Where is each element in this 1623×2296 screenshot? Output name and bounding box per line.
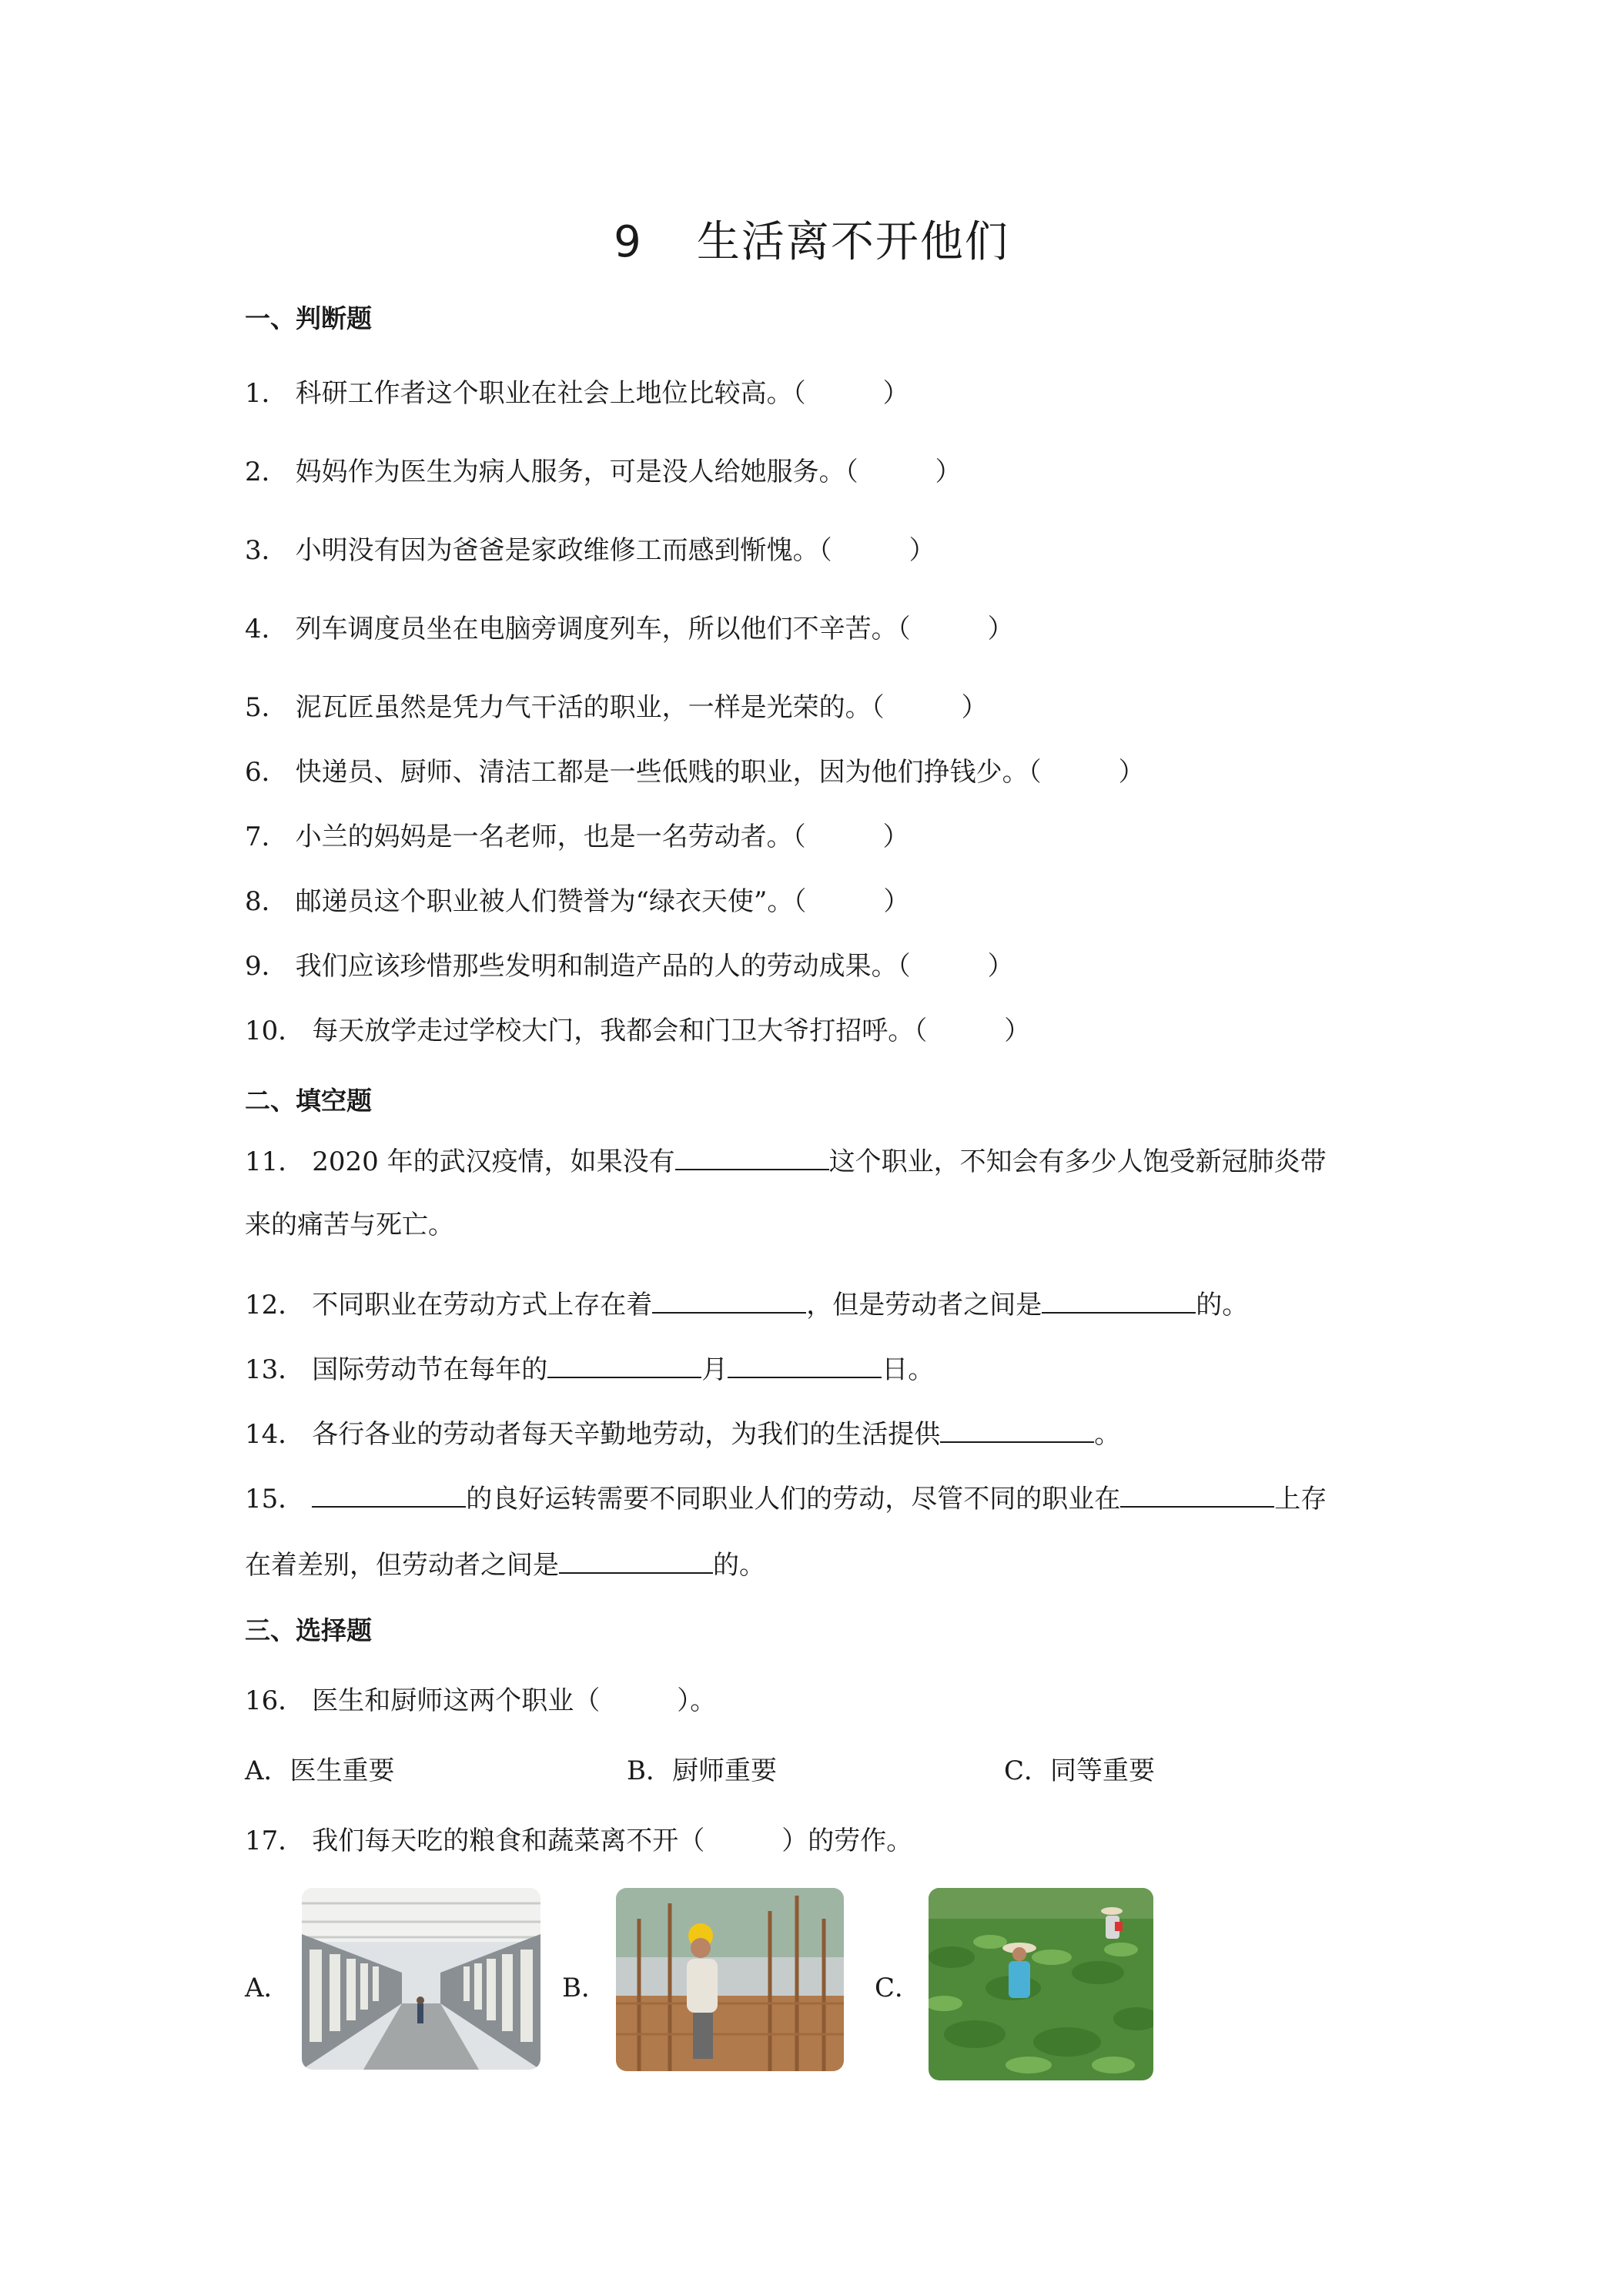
question-5: 5． 泥瓦匠虽然是凭力气干活的职业，一样是光荣的。（ ） (245, 692, 988, 723)
image-option-label-b: B． (562, 1973, 607, 2003)
question-2: 2． 妈妈作为医生为病人服务，可是没人给她服务。（ ） (245, 457, 962, 487)
question-16: 16． 医生和厨师这两个职业（ ）。 (245, 1685, 717, 1716)
section-heading-fill: 二、填空题 (245, 1086, 372, 1116)
answer-blank (547, 1354, 701, 1378)
question-17: 17． 我们每天吃的粮食和蔬菜离不开（ ）的劳作。 (245, 1826, 913, 1856)
option-b[interactable]: B．厨师重要 (627, 1755, 777, 1786)
question-13: 13． 国际劳动节在每年的 月 日。 (245, 1354, 935, 1385)
answer-blank (559, 1549, 713, 1574)
image-option-label-a: A． (245, 1973, 290, 2003)
image-option-label-c: C． (875, 1973, 922, 2003)
section-heading-choice: 三、选择题 (245, 1615, 372, 1645)
question-7: 7． 小兰的妈妈是一名老师，也是一名劳动者。（ ） (245, 822, 909, 852)
question-15-cont: 在着差别，但劳动者之间是 的。 (245, 1550, 765, 1581)
construction-photo[interactable] (616, 1888, 844, 2071)
question-14: 14． 各行各业的劳动者每天辛勤地劳动，为我们的生活提供 。 (245, 1419, 1121, 1450)
section-heading-judge: 一、判断题 (245, 303, 372, 333)
question-11: 11． 2020 年的武汉疫情，如果没有 这个职业，不知会有多少人饱受新冠肺炎带 (245, 1146, 1327, 1177)
question-12: 12． 不同职业在劳动方式上存在着 ，但是劳动者之间是 的。 (245, 1290, 1249, 1320)
question-10: 10． 每天放学走过学校大门，我都会和门卫大爷打招呼。（ ） (245, 1016, 1031, 1046)
answer-blank (940, 1418, 1094, 1443)
answer-blank (1042, 1289, 1196, 1314)
answer-blank (312, 1483, 466, 1508)
answer-blank (728, 1354, 882, 1378)
question-1: 1． 科研工作者这个职业在社会上地位比较高。（ ） (245, 378, 909, 409)
option-c[interactable]: C．同等重要 (1004, 1755, 1156, 1786)
farm-photo[interactable] (929, 1888, 1153, 2080)
option-a[interactable]: A．医生重要 (245, 1755, 395, 1786)
question-8: 8． 邮递员这个职业被人们赞誉为“绿衣天使”。（ ） (245, 886, 910, 917)
question-3: 3． 小明没有因为爸爸是家政维修工而感到惭愧。（ ） (245, 535, 935, 566)
answer-blank (1120, 1483, 1274, 1508)
question-9: 9． 我们应该珍惜那些发明和制造产品的人的劳动成果。（ ） (245, 951, 1014, 982)
question-4: 4． 列车调度员坐在电脑旁调度列车，所以他们不辛苦。（ ） (245, 614, 1014, 644)
answer-blank (675, 1146, 829, 1170)
answer-blank (652, 1289, 806, 1314)
page-title: 9 生活离不开他们 (614, 217, 1009, 267)
question-11-cont: 来的痛苦与死亡。 (245, 1210, 454, 1240)
question-15: 15． 的良好运转需要不同职业人们的劳动，尽管不同的职业在 上存 (245, 1484, 1327, 1514)
question-6: 6． 快递员、厨师、清洁工都是一些低贱的职业，因为他们挣钱少。（ ） (245, 757, 1145, 788)
factory-photo[interactable] (302, 1888, 540, 2070)
